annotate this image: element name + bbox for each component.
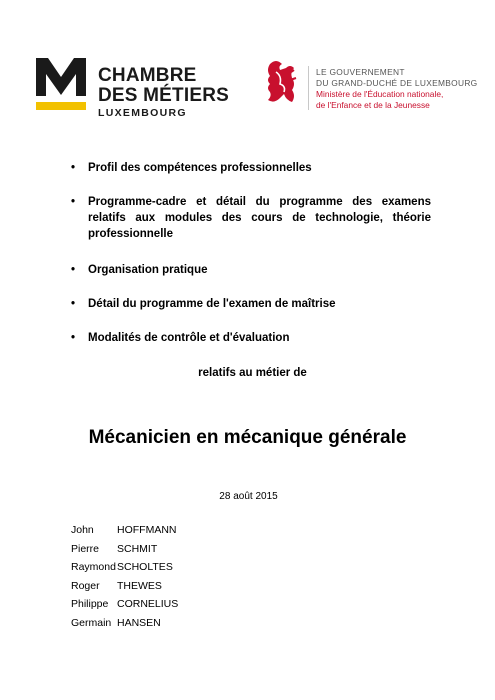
gov-logo-line2: DU GRAND-DUCHÉ DE LUXEMBOURG: [316, 78, 478, 88]
author-last-name: THEWES: [117, 579, 162, 592]
list-item: [71, 262, 431, 278]
list-item: [71, 296, 431, 312]
author-row: [71, 558, 178, 577]
author-row: [71, 577, 178, 596]
list-item: [71, 160, 431, 176]
bullet-marker: •: [71, 332, 76, 344]
cdm-logo-line3: LUXEMBOURG: [98, 107, 187, 119]
cdm-logo-line2: DES MÉTIERS: [98, 85, 229, 106]
list-item-text: Organisation pratique: [88, 264, 208, 276]
cdm-logo-line1: CHAMBRE: [98, 65, 197, 86]
bullet-marker: •: [71, 298, 76, 310]
document-date: 28 août 2015: [219, 491, 278, 502]
gov-logo-line3: Ministère de l'Éducation nationale,: [316, 89, 444, 99]
author-first-name: John: [71, 524, 94, 536]
author-row: [71, 595, 178, 614]
list-item-text: Programme-cadre et détail du programme des examens relatifs aux modules des cours de technologie, théorie professionnelle: [88, 196, 431, 240]
author-last-name: SCHMIT: [117, 542, 158, 555]
author-last-name: HANSEN: [117, 616, 161, 629]
list-item: [71, 330, 431, 346]
author-last-name: HOFFMANN: [117, 524, 177, 536]
author-first-name: Raymond: [71, 561, 116, 574]
bullet-marker: •: [71, 196, 76, 208]
author-first-name: Philippe: [71, 598, 109, 611]
gov-logo-line4: de l'Enfance et de la Jeunesse: [316, 100, 430, 110]
author-row: [71, 521, 178, 540]
luxembourg-lion-icon: [262, 58, 300, 106]
government-wordmark: [316, 67, 478, 111]
bullet-marker: •: [71, 162, 76, 174]
author-row: [71, 614, 178, 633]
list-item-text: Détail du programme de l'examen de maîtrise: [88, 298, 336, 310]
bullet-marker: •: [71, 264, 76, 276]
relatifs-text: relatifs au métier de: [198, 367, 307, 379]
author-last-name: SCHOLTES: [117, 561, 173, 574]
author-first-name: Pierre: [71, 542, 100, 555]
author-first-name: Germain: [71, 616, 112, 629]
authors-list: [71, 521, 178, 633]
gov-logo-divider: [308, 66, 309, 110]
gov-logo-line1: LE GOUVERNEMENT: [316, 67, 405, 77]
chambre-des-metiers-wordmark: [98, 66, 229, 119]
author-first-name: Roger: [71, 579, 100, 592]
list-item-text: Modalités de contrôle et d'évaluation: [88, 332, 290, 344]
job-title: Mécanicien en mécanique générale: [88, 427, 407, 448]
chambre-des-metiers-logo-icon: [36, 58, 86, 110]
list-item-text: Profil des compétences professionnelles: [88, 162, 312, 174]
author-row: [71, 540, 178, 559]
header: [36, 58, 478, 119]
list-item: [71, 194, 431, 242]
contents-list: [71, 160, 431, 364]
author-last-name: CORNELIUS: [117, 598, 179, 611]
